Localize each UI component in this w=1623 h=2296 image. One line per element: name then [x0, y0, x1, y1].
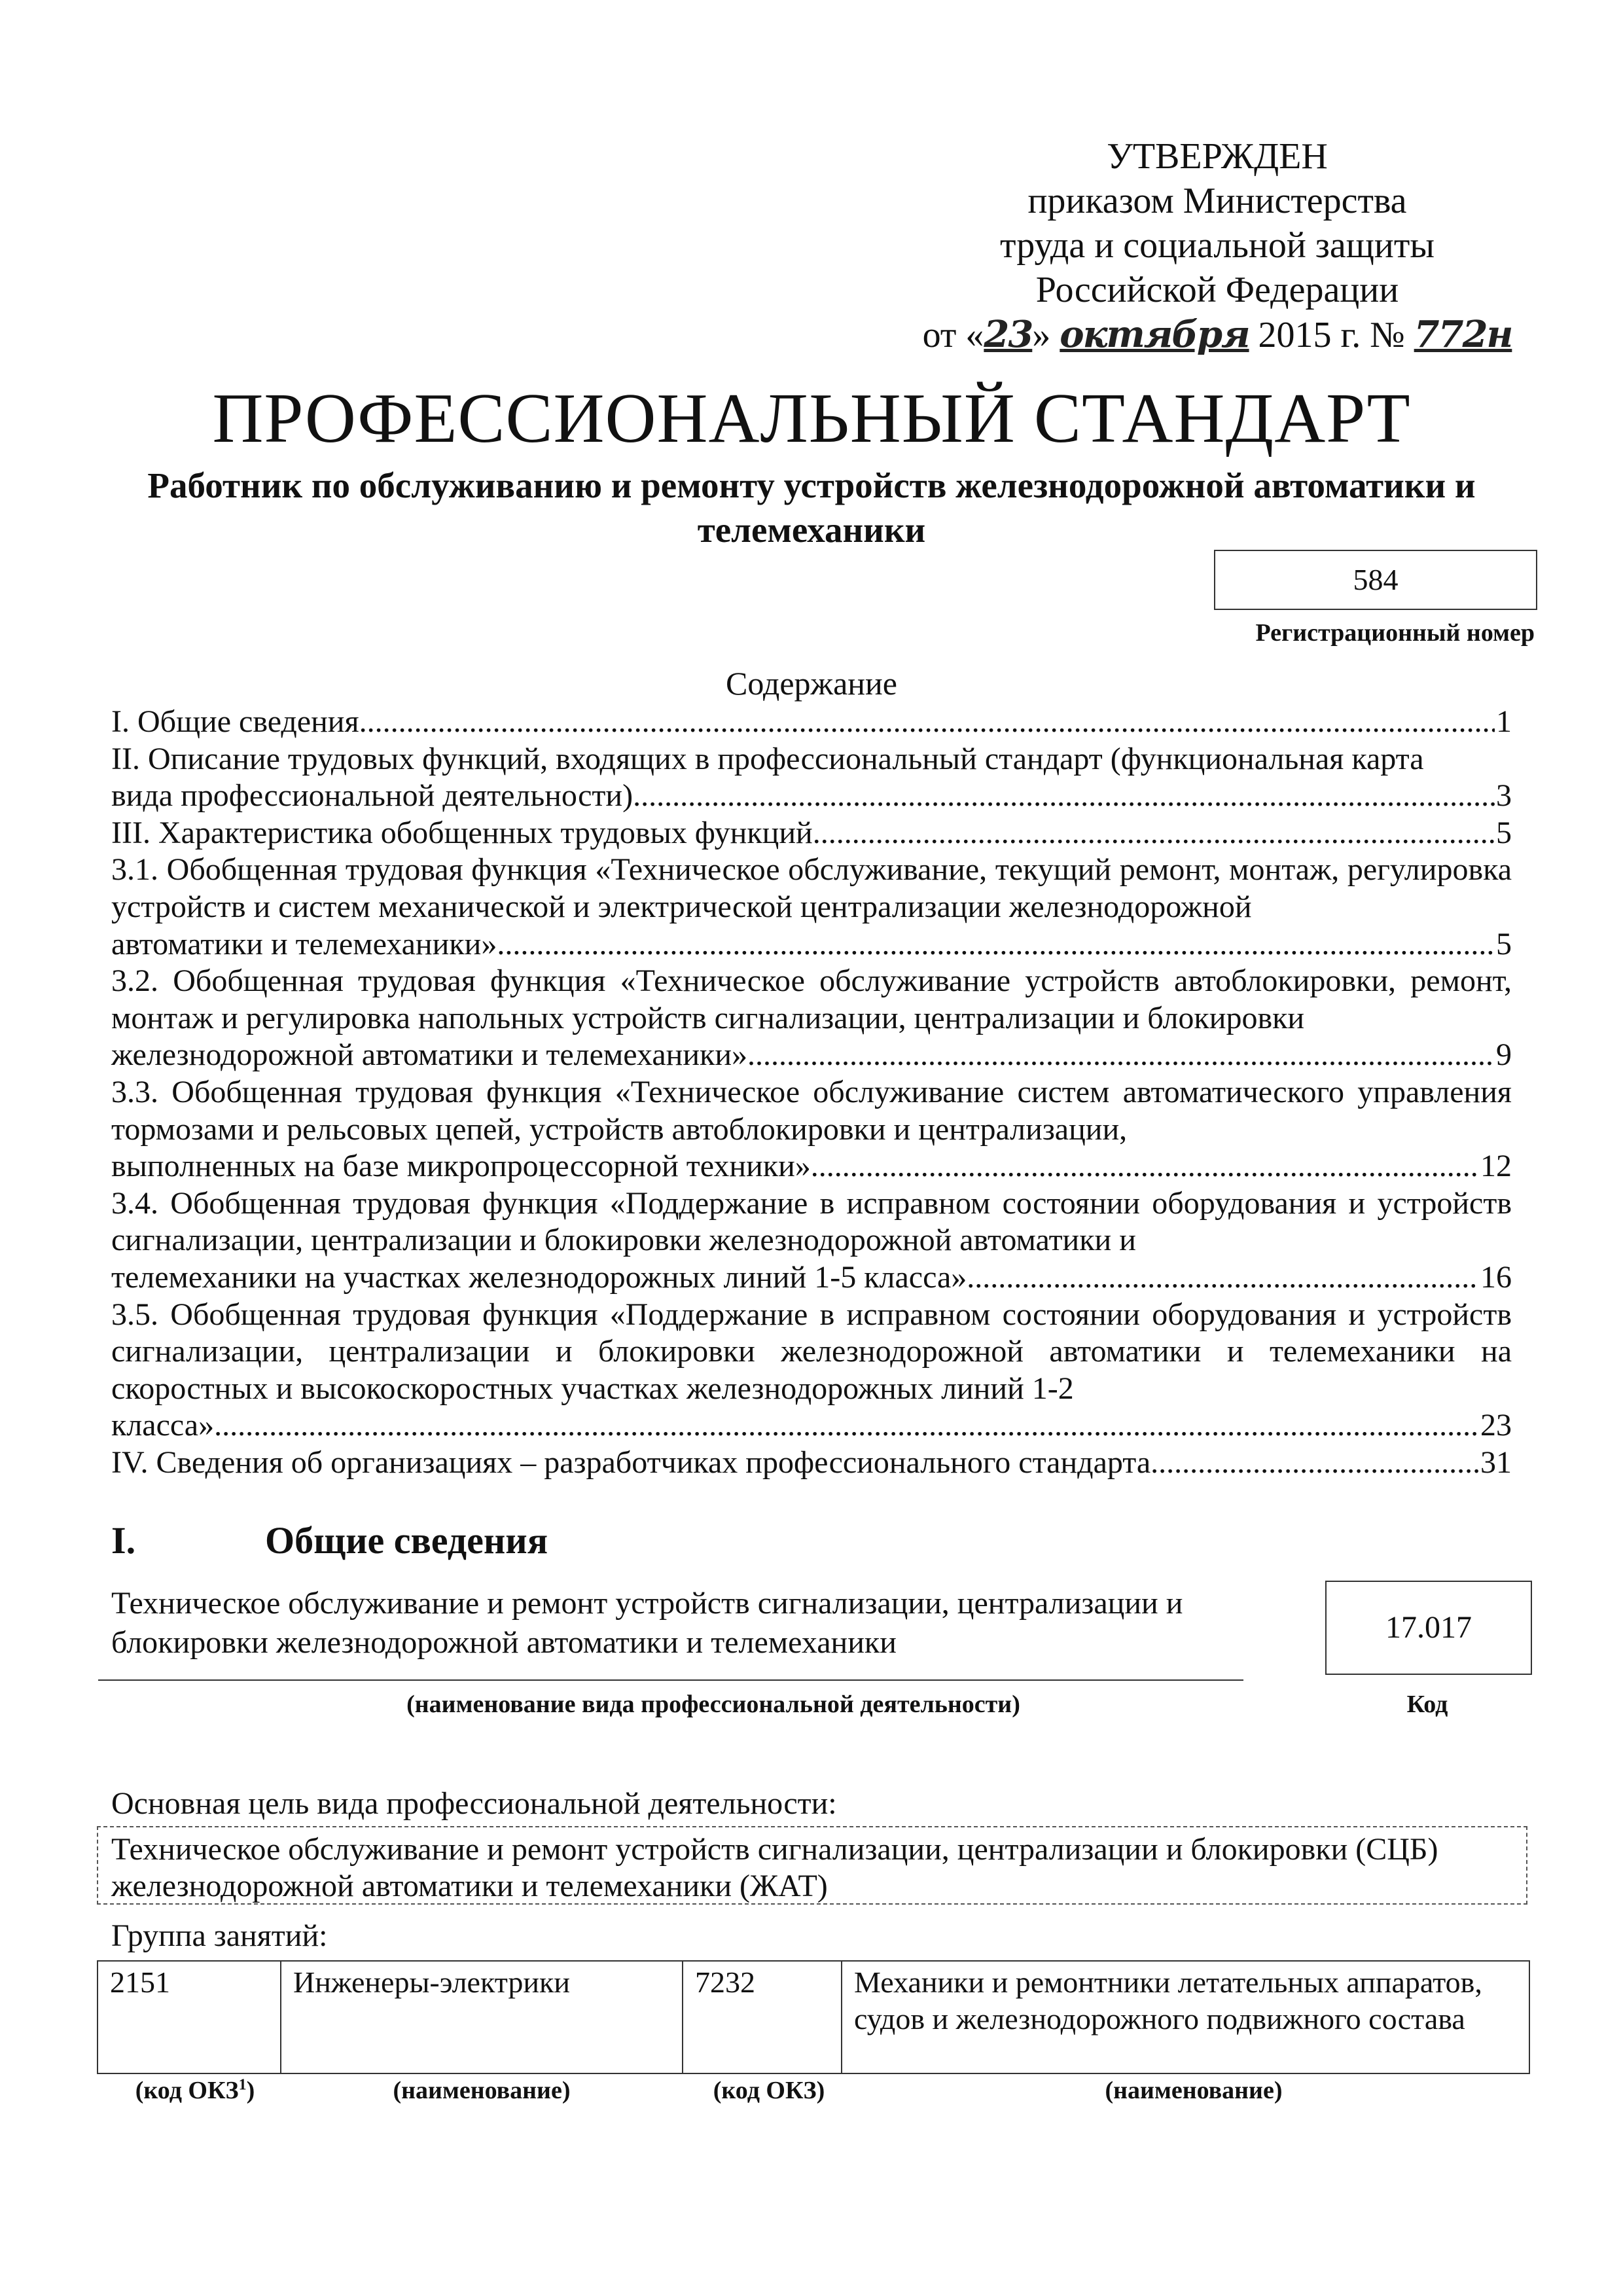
toc-dot-leader — [359, 704, 1495, 741]
toc-entry-text: вида профессиональной деятельности) — [111, 778, 633, 814]
toc-entry-leader-line — [111, 926, 1512, 963]
toc-page-number: 3 — [1496, 778, 1512, 814]
approval-line: труда и социальной защиты — [1000, 225, 1435, 266]
toc-page-number: 1 — [1496, 704, 1512, 739]
toc-entry-text: IV. Сведения об организациях – разработчиках профессионального стандарта — [111, 1444, 1151, 1480]
document-subtitle: Работник по обслуживанию и ремонту устройств железнодорожной автоматики и телемеханики — [147, 465, 1476, 550]
toc-entry[interactable] — [111, 741, 1512, 815]
toc-entry-text: 3.2. Обобщенная трудовая функция «Техническое обслуживание устройств автоблокировки, ремонт, монтаж и регулировка напольных устройств сигнализации, централизации и блокировки — [111, 963, 1512, 1035]
toc-page-number: 5 — [1496, 926, 1512, 961]
toc-entry[interactable] — [111, 1297, 1512, 1444]
okz-code-caption: (код ОКЗ) — [713, 2077, 825, 2104]
toc-entry-leader-line — [111, 704, 1512, 741]
table-of-contents — [111, 704, 1512, 1481]
toc-entry-leader-line — [111, 1407, 1512, 1444]
section-heading — [111, 1518, 548, 1562]
toc-page-number: 9 — [1496, 1037, 1512, 1073]
toc-page-number: 5 — [1496, 815, 1512, 850]
caption-close: ) — [246, 2077, 255, 2104]
toc-entry-leader-line — [111, 778, 1512, 815]
handwritten-number: 772н — [1414, 313, 1512, 356]
toc-entry-text: телемеханики на участках железнодорожных линий 1-5 класса» — [111, 1259, 967, 1295]
goal-box: Техническое обслуживание и ремонт устройств сигнализации, централизации и блокировки (СЦБ) железнодорожной автоматики и телемеханики (ЖАТ) — [97, 1826, 1527, 1905]
toc-entry-text: автоматики и телемеханики» — [111, 926, 497, 961]
toc-dot-leader — [1150, 1444, 1479, 1482]
activity-code-box: 17.017 — [1325, 1581, 1532, 1675]
table-row — [98, 1961, 1529, 2073]
toc-entry[interactable] — [111, 704, 1512, 741]
occupation-group-label: Группа занятий: — [111, 1918, 328, 1953]
document-title: ПРОФЕССИОНАЛЬНЫЙ СТАНДАРТ — [212, 380, 1411, 457]
registration-number-label: Регистрационный номер — [1255, 619, 1535, 647]
toc-entry-text: I. Общие сведения — [111, 704, 359, 739]
toc-title: Содержание — [726, 665, 897, 702]
toc-entry-leader-line — [111, 1148, 1512, 1185]
toc-entry-leader-line — [111, 815, 1512, 852]
activity-kind-underline — [98, 1679, 1243, 1681]
okz-name-caption: (наименование) — [393, 2077, 571, 2104]
toc-entry[interactable] — [111, 963, 1512, 1074]
toc-entry-text: 3.3. Обобщенная трудовая функция «Техническое обслуживание систем автоматического управления тормозами и рельсовых цепей, устройств автоблокировки и централизации, — [111, 1074, 1512, 1147]
toc-dot-leader — [967, 1259, 1479, 1297]
registration-number-box: 584 — [1214, 550, 1537, 610]
toc-entry-text: III. Характеристика обобщенных трудовых функций — [111, 815, 813, 850]
toc-entry-text: выполненных на базе микропроцессорной техники» — [111, 1149, 811, 1184]
footnote-mark: 1 — [238, 2076, 247, 2094]
okz-name-caption: (наименование) — [1105, 2077, 1283, 2104]
toc-entry[interactable] — [111, 1074, 1512, 1185]
handwritten-month: октября — [1060, 313, 1249, 356]
toc-dot-leader — [214, 1407, 1479, 1444]
toc-entry[interactable] — [111, 852, 1512, 963]
approval-line: приказом Министерства — [1027, 181, 1407, 221]
toc-entry[interactable] — [111, 1185, 1512, 1297]
okz-code-caption — [97, 2076, 293, 2105]
toc-entry[interactable] — [111, 1444, 1512, 1482]
toc-dot-leader — [497, 926, 1495, 963]
toc-entry-text: 3.1. Обобщенная трудовая функция «Техническое обслуживание, текущий ремонт, монтаж, регулировка устройств и систем механической и электрической централизации железнодорожной — [111, 852, 1512, 924]
section-title: Общие сведения — [265, 1519, 548, 1562]
date-year: 2015 г. № — [1258, 315, 1405, 355]
toc-page-number: 12 — [1480, 1149, 1512, 1184]
toc-entry-leader-line — [111, 1037, 1512, 1074]
toc-entry-text: 3.5. Обобщенная трудовая функция «Поддержание в исправном состоянии оборудования и устройств сигнализации, централизации и блокировки железнодорожной автоматики и телемеханики на скоростных и высокоскоростных участках железнодорожных линий 1-2 — [111, 1297, 1512, 1406]
toc-page-number: 23 — [1480, 1408, 1512, 1443]
toc-entry-leader-line — [111, 1259, 1512, 1297]
activity-kind-caption: (наименование вида профессиональной деятельности) — [406, 1691, 1020, 1718]
caption-text: (код ОКЗ — [135, 2077, 239, 2104]
toc-entry[interactable] — [111, 815, 1512, 852]
toc-entry-text: 3.4. Обобщенная трудовая функция «Поддержание в исправном состоянии оборудования и устройств сигнализации, централизации и блокировки железнодорожной автоматики и — [111, 1185, 1512, 1258]
toc-page-number: 31 — [1480, 1444, 1512, 1480]
toc-entry-text: железнодорожной автоматики и телемеханики» — [111, 1037, 748, 1073]
okz-name-cell: Механики и ремонтники летательных аппаратов, судов и железнодорожного подвижного состава — [842, 1961, 1529, 2073]
toc-page-number: 16 — [1480, 1259, 1512, 1295]
toc-dot-leader — [811, 1148, 1479, 1185]
approval-heading: УТВЕРЖДЕН — [1107, 136, 1328, 177]
okz-name-cell: Инженеры-электрики — [281, 1961, 683, 2073]
activity-kind-name: Техническое обслуживание и ремонт устройств сигнализации, централизации и блокировки железнодорожной автоматики и телемеханики — [111, 1586, 1183, 1660]
okz-code-cell: 7232 — [683, 1961, 842, 2073]
approval-line: Российской Федерации — [1035, 270, 1399, 310]
okz-code-cell: 2151 — [98, 1961, 281, 2073]
toc-entry-text: класса» — [111, 1408, 215, 1443]
toc-dot-leader — [747, 1037, 1495, 1074]
toc-entry-leader-line — [111, 1444, 1512, 1482]
toc-dot-leader — [813, 815, 1495, 852]
activity-code-caption: Код — [1406, 1691, 1448, 1718]
date-prefix: от « — [922, 315, 984, 355]
toc-entry-text: II. Описание трудовых функций, входящих в профессиональный стандарт (функциональная карта — [111, 741, 1424, 776]
occupation-group-table — [97, 1960, 1530, 2074]
goal-label: Основная цель вида профессиональной деятельности: — [111, 1786, 837, 1821]
date-mid: » — [1032, 315, 1051, 355]
approval-date-line — [903, 312, 1531, 357]
handwritten-day: 23 — [984, 313, 1033, 356]
toc-dot-leader — [633, 778, 1495, 815]
section-number: I. — [111, 1519, 136, 1562]
approval-block — [903, 134, 1531, 357]
